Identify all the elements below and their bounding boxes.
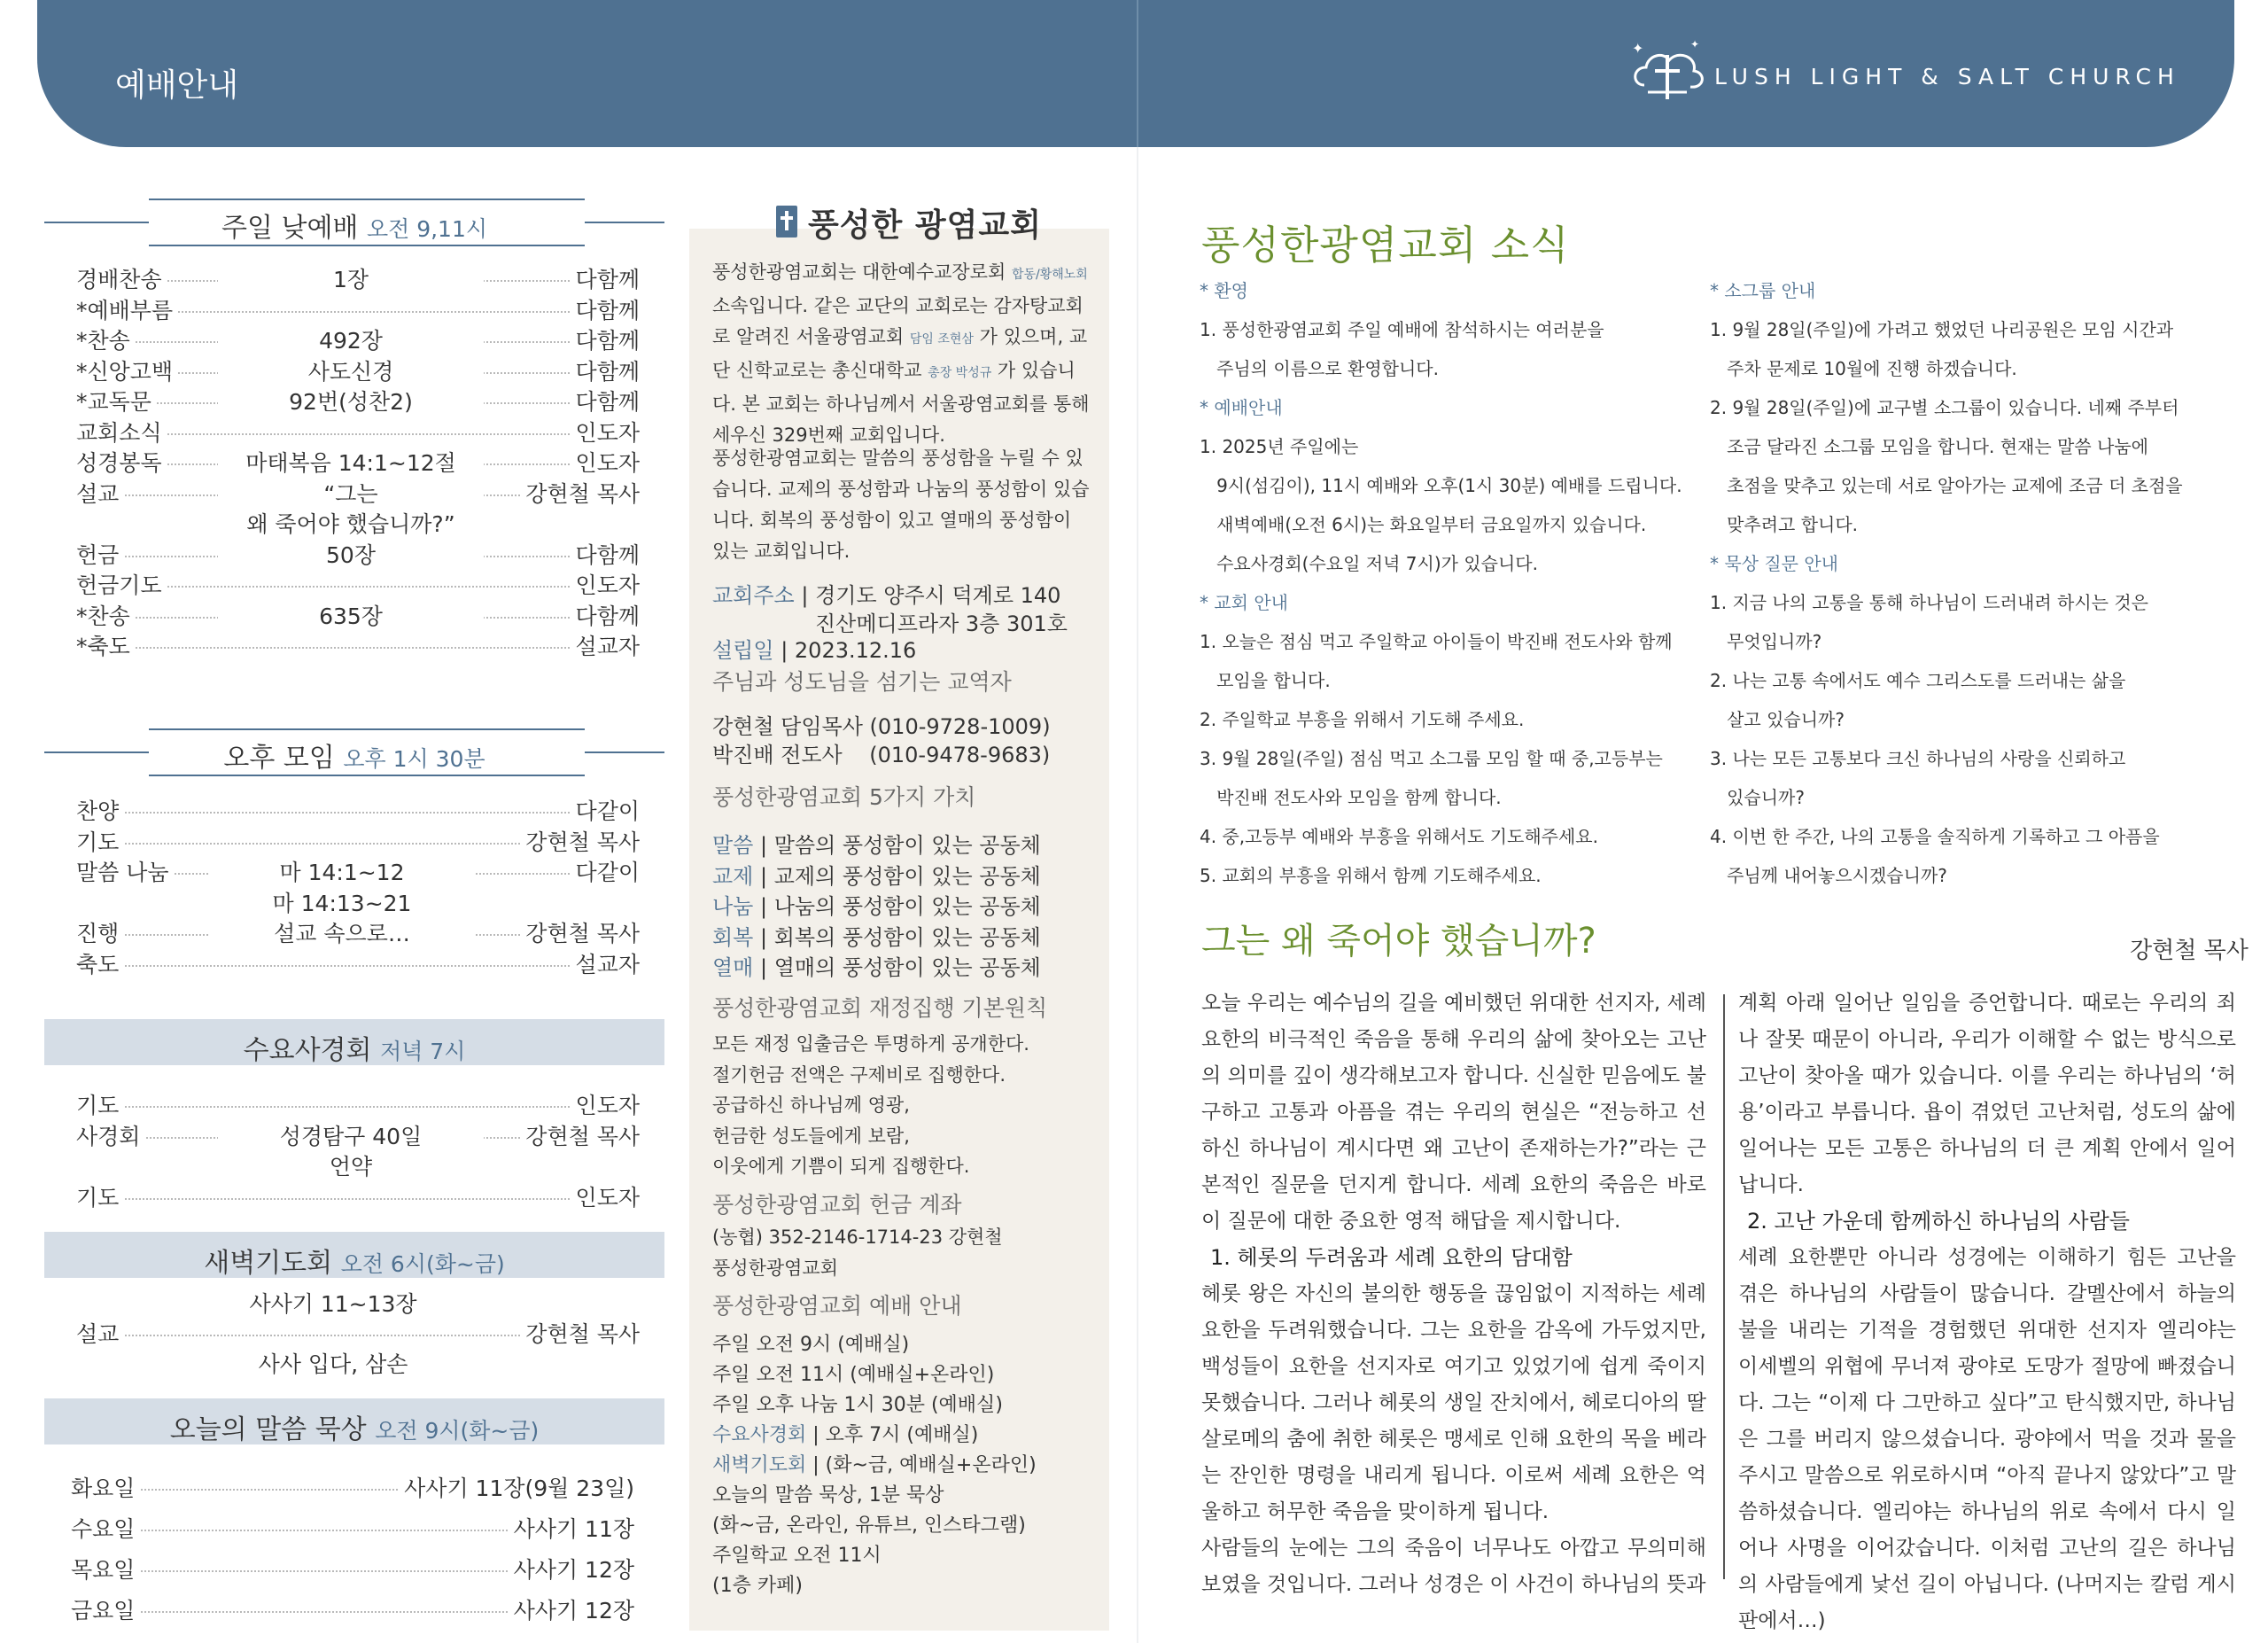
sermon-column-1: 오늘 우리는 예수님의 길을 예비했던 위대한 선지자, 세례 요한의 비극적인 죽음을 통해 우리의 삶에 찾아오는 고난의 의미를 깊이 생각해보고자 합니다. 신실한 믿음에도 불구하고 고통과 아픔을 겪는 우리의 현실은 “전능하고 선하신 하나님이 계시다면 왜 고난이 존재하는가?”라는 근본적인 질문을 던지게 합니다. 세례 요한의 죽음은 바로 이 질문에 대한 중요한 영적 해답을 제시합니다. 1. 헤롯의 두려움과 세례 요한의 담대함 헤롯 왕은 자신의 불의한 행동을 끊임없이 지적하는 세례 요한을 두려워했습니다. 그는 요한을 감옥에 가두었지만, 백성들이 요한을 선지자로 여기고 있었기에 쉽게 죽이지 못했습니다. 그러나 헤롯의 생일 잔치에서, 헤로디아의 딸 살로메의 춤에 취한 헤롯은 맹세로 인해 요한의 목을 베라는 잔인한 명령을 내리게 됩니다. 이로써 세례 요한은 억울하고 허무한 죽음을 맞이하게 됩니다. 사람들의 눈에는 그의 죽음이 너무나도 아깝고 무의미해 보였을 것입니다. 그러나 성경은 이 사건이 하나님의 뜻과 bbox=[1201, 992, 1706, 1596]
news-item: 1. 오늘은 점심 먹고 주일학교 아이들이 박진배 전도사와 함께 bbox=[1200, 631, 1673, 652]
info-line: 나눔 | 나눔의 풍성함이 있는 공동체 bbox=[712, 894, 1041, 919]
order-row bbox=[76, 1119, 640, 1148]
news-item: 살고 있습니까? bbox=[1710, 709, 1845, 730]
order-label: 헌금 bbox=[76, 538, 124, 570]
staff-1: 강현철 담임목사 (010-9728-1009) bbox=[712, 714, 1051, 739]
order-label: 사경회 bbox=[76, 1119, 145, 1151]
order-label: 설교 bbox=[76, 477, 124, 509]
wednesday-title: 수요사경회 bbox=[243, 1035, 372, 1066]
church-cross-icon bbox=[1628, 35, 1708, 106]
order-leader: 인도자 bbox=[571, 1088, 640, 1120]
order-label: *교독문 bbox=[76, 385, 157, 417]
order-leader: 다함께 bbox=[571, 354, 640, 386]
order-item: 마 14:13~21 bbox=[209, 886, 475, 918]
staff-title: 주님과 성도님을 섬기는 교역자 bbox=[712, 669, 1012, 695]
order-item: “그는 bbox=[218, 477, 484, 509]
order-row bbox=[76, 507, 640, 535]
info-line: 말씀 | 말씀의 풍성함이 있는 공동체 bbox=[712, 833, 1041, 858]
order-row bbox=[76, 1149, 640, 1178]
order-item: 492장 bbox=[218, 323, 484, 355]
info-line: 주일 오전 11시 (예배실+온라인) bbox=[712, 1364, 995, 1386]
column-divider bbox=[1723, 994, 1725, 1579]
info-line: 교제 | 교제의 풍성함이 있는 공동체 bbox=[712, 863, 1041, 889]
page-divider bbox=[1137, 147, 1138, 1643]
header-divider bbox=[1137, 0, 1138, 147]
order-label: 성경봉독 bbox=[76, 446, 167, 478]
order-leader: 강현철 목사 bbox=[520, 1119, 640, 1151]
info-line: 오늘의 말씀 묵상, 1분 묵상 bbox=[712, 1484, 944, 1507]
sermon-title: 그는 왜 죽어야 했습니까? bbox=[1201, 921, 1596, 962]
order-item: 50장 bbox=[218, 538, 484, 570]
order-item: 사사 입다, 삼손 bbox=[200, 1347, 466, 1379]
order-label: *축도 bbox=[76, 629, 136, 661]
order-leader: 사사기 12장 bbox=[509, 1553, 634, 1585]
news-item: 2. 9월 28일(주일)에 교구별 소그룹이 있습니다. 네째 주부터 bbox=[1710, 397, 2179, 418]
order-row bbox=[76, 1347, 640, 1375]
order-leader: 강현철 목사 bbox=[520, 477, 640, 509]
order-leader: 다함께 bbox=[571, 293, 640, 325]
news-item: 수요사경회(수요일 저녁 7시)가 있습니다. bbox=[1200, 553, 1538, 574]
order-leader: 다함께 bbox=[571, 323, 640, 355]
order-leader: 설교자 bbox=[571, 629, 640, 661]
news-item: 1. 9월 28일(주일)에 가려고 했었던 나리공원은 모임 시간과 bbox=[1710, 319, 2174, 340]
news-item: 조금 달라진 소그룹 모임을 합니다. 현재는 말씀 나눔에 bbox=[1710, 436, 2148, 457]
order-row bbox=[76, 446, 640, 474]
staff-2: 박진배 전도사 (010-9478-9683) bbox=[712, 743, 1051, 767]
order-row bbox=[76, 825, 640, 853]
order-leader: 설교자 bbox=[571, 947, 640, 979]
svg-text:✦: ✦ bbox=[1690, 38, 1700, 51]
afternoon-title: 오후 모임 bbox=[223, 743, 335, 774]
news-item: 4. 이번 한 주간, 나의 고통을 솔직하게 기록하고 그 아픔을 bbox=[1710, 826, 2160, 847]
order-row bbox=[71, 1553, 634, 1581]
church-intro: 풍성한광염교회는 대한예수교장로회 합동/황해노회 소속입니다. 같은 교단의 교회로는 감자탕교회로 알려진 서울광염교회 담임 조현삼 가 있으며, 교단 신학교로는 총신대학교 총장 박성규 가 있습니다. 본 교회는 하나님께서 서울광염교회를 통해 세우신 329번째 교회입니다. bbox=[712, 261, 1090, 446]
order-leader: 인도자 bbox=[571, 446, 640, 478]
order-item: 92번(성찬2) bbox=[218, 385, 484, 417]
sunday-service-title: 주일 낮예배 bbox=[221, 213, 359, 244]
wednesday-time: 저녁 7시 bbox=[380, 1039, 466, 1064]
order-leader: 다함께 bbox=[571, 599, 640, 631]
news-item: 모임을 합니다. bbox=[1200, 670, 1331, 691]
info-line: (화~금, 온라인, 유튜브, 인스타그램) bbox=[712, 1515, 1026, 1537]
order-row bbox=[71, 1593, 634, 1622]
order-label: 목요일 bbox=[71, 1553, 140, 1585]
order-leader: 사사기 11장(9월 23일) bbox=[399, 1471, 634, 1503]
news-item: 초점을 맞추고 있는데 서로 알아가는 교제에 조금 더 초점을 bbox=[1710, 475, 2183, 496]
meditation-title: 오늘의 말씀 묵상 bbox=[169, 1414, 367, 1445]
news-item: 2. 나는 고통 속에서도 예수 그리스도를 드러내는 삶을 bbox=[1710, 670, 2126, 691]
news-item: 3. 9월 28일(주일) 점심 먹고 소그룹 모임 할 때 중,고등부는 bbox=[1200, 748, 1663, 769]
dot-leader bbox=[94, 433, 622, 435]
order-leader: 사사기 11장 bbox=[509, 1512, 634, 1544]
info-line: 새벽기도회 | (화~금, 예배실+온라인) bbox=[712, 1454, 1037, 1476]
order-row bbox=[76, 855, 640, 884]
meditation-header bbox=[44, 1398, 664, 1444]
dawn-title: 새벽기도회 bbox=[204, 1248, 333, 1279]
order-label: 진행 bbox=[76, 916, 124, 948]
dot-leader bbox=[94, 647, 622, 649]
news-item: 새벽예배(오전 6시)는 화요일부터 금요일까지 있습니다. bbox=[1200, 514, 1647, 535]
news-heading: * 소그룹 안내 bbox=[1710, 280, 1816, 301]
info-line: 이웃에게 기쁨이 되게 집행한다. bbox=[712, 1156, 970, 1177]
order-row bbox=[76, 886, 640, 915]
order-leader: 인도자 bbox=[571, 416, 640, 448]
news-item: 주님의 이름으로 환영합니다. bbox=[1200, 358, 1439, 379]
church-name: LUSH LIGHT & SALT CHURCH bbox=[1714, 64, 2180, 90]
order-row bbox=[76, 416, 640, 444]
info-line: (농협) 352-2146-1714-23 강현철 bbox=[712, 1226, 1003, 1248]
order-label: 화요일 bbox=[71, 1471, 140, 1503]
wednesday-header bbox=[44, 1019, 664, 1065]
order-leader: 인도자 bbox=[571, 568, 640, 600]
order-label: 기도 bbox=[76, 825, 124, 857]
info-line: 주일학교 오전 11시 bbox=[712, 1545, 882, 1567]
order-item: 설교 속으로… bbox=[209, 916, 475, 948]
order-row bbox=[76, 323, 640, 352]
sermon-column-2: 계획 아래 일어난 일임을 증언합니다. 때로는 우리의 죄나 잘못 때문이 아니라, 우리가 이해할 수 없는 방식으로 고난이 찾아올 때가 있습니다. 이를 우리는 하나님의 ‘허용’이라고 부릅니다. 욥이 겪었던 고난처럼, 성도의 삶에 일어나는 모든 고통은 하나님의 더 큰 계획 안에서 일어납니다. 2. 고난 가운데 함께하신 하나님의 사람들 세례 요한뿐만 아니라 성경에는 이해하기 힘든 고난을 겪은 하나님의 사람들이 많습니다. 갈멜산에서 하늘의 불을 내리는 기적을 경험했던 위대한 선지자 엘리야는 이세벨의 위협에 무너져 광야로 도망가 절망에 빠졌습니다. 그는 “이제 다 그만하고 싶다”고 탄식했지만, 하나님은 그를 버리지 않으셨습니다. 광야에서 먹을 것과 물을 주시고 말씀으로 위로하시며 “아직 끝나지 않았다”고 말씀하셨습니다. 엘리야는 하나님의 위로 속에서 다시 일어나 사명을 이어갔습니다. 이처럼 고난의 길은 하나님의 사람들에게 낯선 길이 아닙니다. (나머지는 칼럼 게시판에서…) bbox=[1738, 992, 2236, 1632]
order-label: 기도 bbox=[76, 1180, 124, 1212]
order-item: 성경탐구 40일 bbox=[218, 1119, 484, 1151]
dot-leader bbox=[94, 1106, 622, 1108]
finance-title: 풍성한광염교회 재정집행 기본원칙 bbox=[712, 995, 1048, 1021]
order-row bbox=[76, 477, 640, 505]
order-leader: 다같이 bbox=[571, 855, 640, 887]
news-item: 5. 교회의 부흥을 위해서 함께 기도해주세요. bbox=[1200, 865, 1542, 886]
order-label: *찬송 bbox=[76, 323, 136, 355]
meditation-time: 오전 9시(화~금) bbox=[375, 1418, 540, 1444]
info-line: 헌금한 성도들에게 보람, bbox=[712, 1125, 910, 1147]
sunday-service-time: 오전 9,11시 bbox=[366, 216, 488, 242]
info-line: 주일 오후 나눔 1시 30분 (예배실) bbox=[712, 1394, 1003, 1416]
info-line: 모든 재정 입출금은 투명하게 공개한다. bbox=[712, 1033, 1029, 1055]
news-item: 주차 문제로 10월에 진행 하겠습니다. bbox=[1710, 358, 2017, 379]
order-label: 경배찬송 bbox=[76, 262, 167, 294]
order-leader: 강현철 목사 bbox=[520, 916, 640, 948]
order-label: 금요일 bbox=[71, 1593, 140, 1625]
order-row bbox=[76, 947, 640, 976]
info-line: 절기헌금 전액은 구제비로 집행한다. bbox=[712, 1063, 1006, 1086]
order-label: 기도 bbox=[76, 1088, 124, 1120]
info-line: (1층 카페) bbox=[712, 1575, 803, 1597]
info-line: 열매 | 열매의 풍성함이 있는 공동체 bbox=[712, 955, 1041, 980]
order-item: 언약 bbox=[218, 1149, 484, 1181]
news-heading: * 예배안내 bbox=[1200, 397, 1283, 418]
news-item: 3. 나는 모든 고통보다 크신 하나님의 사랑을 신뢰하고 bbox=[1710, 748, 2126, 769]
church-founded: 설립일 | 2023.12.16 bbox=[712, 638, 917, 663]
order-label: 축도 bbox=[76, 947, 124, 979]
church-intro-2: 풍성한광염교회는 말씀의 풍성함을 누릴 수 있습니다. 교제의 풍성함과 나눔의 풍성함이 있습니다. 회복의 풍성함이 있고 열매의 풍성함이 있는 교회입니다. bbox=[712, 448, 1090, 562]
dawn-time: 오전 6시(화~금) bbox=[340, 1251, 505, 1277]
order-leader: 다같이 bbox=[571, 794, 640, 826]
order-leader: 사사기 12장 bbox=[509, 1593, 634, 1625]
order-leader: 다함께 bbox=[571, 538, 640, 570]
order-label: *찬송 bbox=[76, 599, 136, 631]
news-item: 박진배 전도사와 모임을 함께 합니다. bbox=[1200, 787, 1502, 808]
dot-leader bbox=[94, 586, 622, 588]
order-row bbox=[76, 1088, 640, 1117]
news-heading: * 환영 bbox=[1200, 280, 1248, 301]
order-row bbox=[71, 1512, 634, 1540]
order-row bbox=[71, 1471, 634, 1499]
order-label: 말씀 나눔 bbox=[76, 855, 175, 887]
order-row bbox=[76, 538, 640, 566]
info-line: 회복 | 회복의 풍성함이 있는 공동체 bbox=[712, 924, 1041, 950]
news-item: 9시(섬김이), 11시 예배와 오후(1시 30분) 예배를 드립니다. bbox=[1200, 475, 1682, 496]
order-leader: 다함께 bbox=[571, 385, 640, 417]
order-label: 찬양 bbox=[76, 794, 124, 826]
order-row bbox=[76, 1180, 640, 1209]
bible-cross-icon bbox=[774, 204, 799, 239]
news-heading: * 교회 안내 bbox=[1200, 592, 1288, 613]
dot-leader bbox=[94, 1198, 622, 1200]
order-row bbox=[76, 794, 640, 822]
order-item: 마 14:1~12 bbox=[209, 855, 475, 887]
svg-text:✦: ✦ bbox=[1632, 40, 1644, 57]
news-right-column bbox=[1710, 271, 2183, 895]
order-label: *예배부름 bbox=[76, 293, 178, 325]
news-item: 4. 중,고등부 예배와 부흥을 위해서도 기도해주세요. bbox=[1200, 826, 1598, 847]
order-item: 1장 bbox=[218, 262, 484, 294]
order-row bbox=[76, 568, 640, 596]
order-row bbox=[76, 1317, 640, 1345]
order-label: *신앙고백 bbox=[76, 354, 178, 386]
dot-leader bbox=[94, 965, 622, 967]
news-left-column bbox=[1200, 271, 1682, 895]
account-title: 풍성한광염교회 헌금 계좌 bbox=[712, 1192, 962, 1218]
order-item: 마태복음 14:1~12절 bbox=[218, 446, 484, 478]
order-row bbox=[76, 293, 640, 322]
dawn-header bbox=[44, 1232, 664, 1278]
order-row bbox=[76, 916, 640, 945]
order-label: 설교 bbox=[76, 1317, 124, 1349]
order-row bbox=[76, 262, 640, 291]
section-title: 예배안내 bbox=[115, 67, 239, 104]
church-address-2: 진산메디프라자 3층 301호 bbox=[815, 611, 1068, 636]
order-leader: 강현철 목사 bbox=[520, 1317, 640, 1349]
afternoon-header bbox=[44, 727, 664, 776]
news-item: 2. 주일학교 부흥을 위해서 기도해 주세요. bbox=[1200, 709, 1525, 730]
order-item: 왜 죽어야 했습니까?” bbox=[218, 507, 484, 539]
info-line: 공급하신 하나님께 영광, bbox=[712, 1094, 910, 1116]
info-line: 수요사경회 | 오후 7시 (예배실) bbox=[712, 1424, 979, 1446]
order-label: 수요일 bbox=[71, 1512, 140, 1544]
sunday-service-header bbox=[44, 197, 664, 246]
info-line: 풍성한광염교회 bbox=[712, 1257, 839, 1279]
news-item: 주님께 내어놓으시겠습니까? bbox=[1710, 865, 1947, 886]
order-item: 사도신경 bbox=[218, 354, 484, 386]
info-line: 주일 오전 9시 (예배실) bbox=[712, 1334, 910, 1356]
news-title: 풍성한광염교회 소식 bbox=[1201, 222, 1570, 269]
order-item: 사사기 11~13장 bbox=[200, 1287, 466, 1319]
sermon-author: 강현철 목사 bbox=[2130, 938, 2249, 964]
values-title: 풍성한광염교회 5가지 가치 bbox=[712, 784, 976, 810]
order-row bbox=[76, 385, 640, 413]
order-label: 헌금기도 bbox=[76, 568, 167, 600]
dot-leader bbox=[94, 812, 622, 814]
news-item: 1. 2025년 주일에는 bbox=[1200, 436, 1359, 457]
worship-guide-title: 풍성한광염교회 예배 안내 bbox=[712, 1293, 962, 1319]
news-heading: * 묵상 질문 안내 bbox=[1710, 553, 1838, 574]
order-leader: 인도자 bbox=[571, 1180, 640, 1212]
news-item: 1. 지금 나의 고통을 통해 하나님이 드러내려 하시는 것은 bbox=[1710, 592, 2148, 613]
news-item: 맞추려고 합니다. bbox=[1710, 514, 1859, 535]
order-leader: 다함께 bbox=[571, 262, 640, 294]
afternoon-time: 오후 1시 30분 bbox=[343, 746, 485, 772]
order-row bbox=[76, 354, 640, 383]
news-item: 무엇입니까? bbox=[1710, 631, 1822, 652]
order-row bbox=[76, 629, 640, 658]
order-leader: 강현철 목사 bbox=[520, 825, 640, 857]
order-row bbox=[76, 1287, 640, 1315]
news-item: 1. 풍성한광염교회 주일 예배에 참석하시는 여러분을 bbox=[1200, 319, 1604, 340]
news-item: 있습니까? bbox=[1710, 787, 1805, 808]
order-label: 교회소식 bbox=[76, 416, 167, 448]
church-address: 교회주소 | 경기도 양주시 덕계로 140 bbox=[712, 583, 1061, 608]
order-row bbox=[76, 599, 640, 627]
order-item: 635장 bbox=[218, 599, 484, 631]
church-info-title: 풍성한 광염교회 bbox=[808, 207, 1042, 244]
